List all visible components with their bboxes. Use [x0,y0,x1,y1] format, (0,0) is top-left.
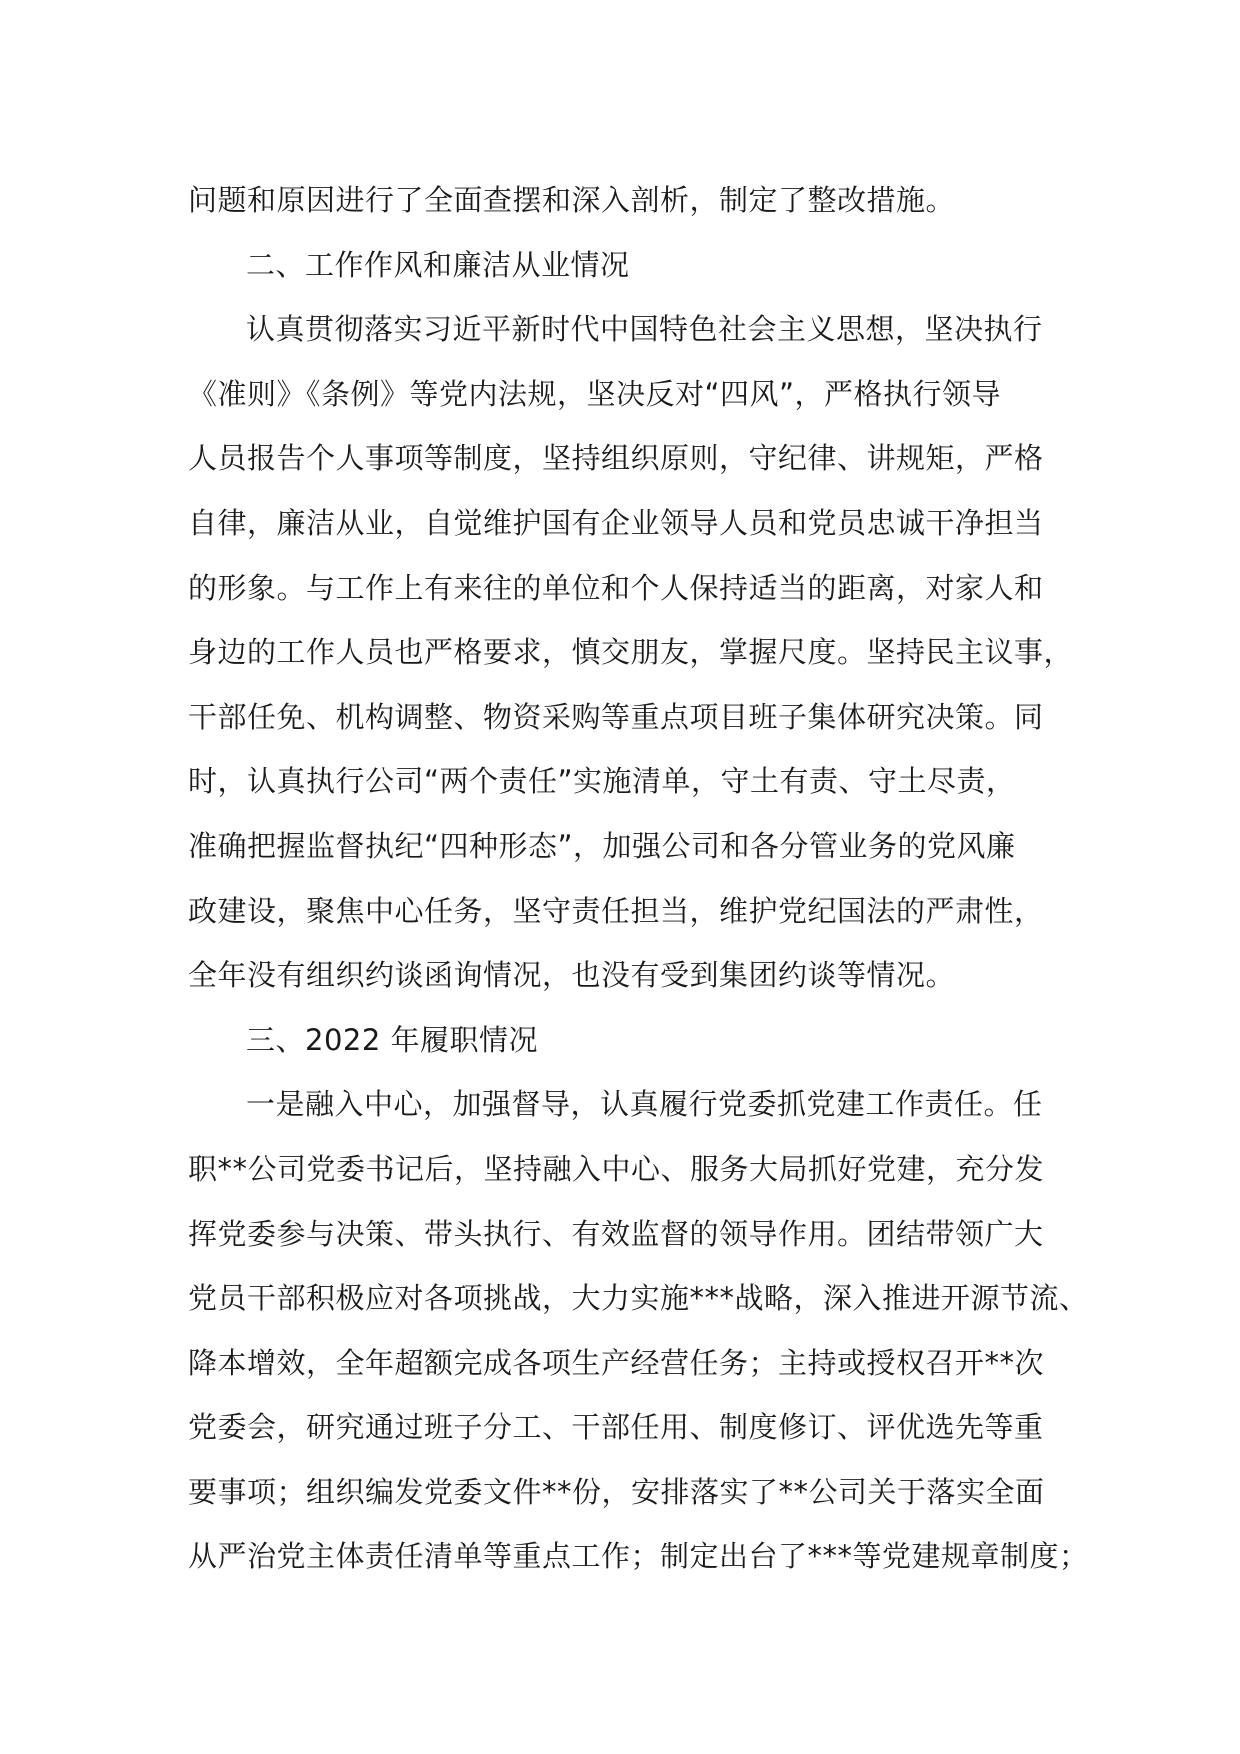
paragraph-line: 干部任免、机构调整、物资采购等重点项目班子集体研究决策。同 [188,699,1044,734]
paragraph-line: 问题和原因进行了全面查摆和深入剖析，制定了整改措施。 [188,183,956,217]
paragraph-line: 挥党委参与决策、带头执行、有效监督的领导作用。团结带领广大 [188,1216,1044,1251]
paragraph-line: 身边的工作人员也严格要求，慎交朋友，掌握尺度。坚持民主议事， [188,635,1074,670]
paragraph-line: 一是融入中心，加强督导，认真履行党委抓党建工作责任。任 [246,1087,1043,1122]
paragraph-line: 党员干部积极应对各项挑战，大力实施***战略，深入推进开源节流、 [188,1281,1089,1316]
paragraph-line: 的形象。与工作上有来往的单位和个人保持适当的距离，对家人和 [188,570,1044,605]
paragraph-line: 从严治党主体责任清单等重点工作；制定出台了***等党建规章制度； [188,1539,1089,1574]
paragraph-line: 职**公司党委书记后，坚持融入中心、服务大局抓好党建，充分发 [188,1151,1045,1186]
paragraph-line: 认真贯彻落实习近平新时代中国特色社会主义思想，坚决执行 [246,312,1043,347]
paragraph-line: 《准则》《条例》等党内法规，坚决反对“四风”，严格执行领导 [188,376,1002,411]
section-heading-2: 二、工作作风和廉洁从业情况 [246,247,630,282]
paragraph-line: 政建设，聚焦中心任务，坚守责任担当，维护党纪国法的严肃性， [188,893,1044,928]
paragraph-line: 降本增效，全年超额完成各项生产经营任务；主持或授权召开**次 [188,1345,1045,1380]
paragraph-line: 准确把握监督执纪“四种形态”，加强公司和各分管业务的党风廉 [188,828,1016,863]
paragraph-line: 党委会，研究通过班子分工、干部任用、制度修订、评优选先等重 [188,1410,1044,1445]
paragraph-line: 时，认真执行公司“两个责任”实施清单，守土有责、守土尽责， [188,764,1016,799]
paragraph-line: 全年没有组织约谈函询情况，也没有受到集团约谈等情况。 [188,958,956,993]
section-heading-3: 三、2022 年履职情况 [246,1022,539,1057]
paragraph-line: 自律，廉洁从业，自觉维护国有企业领导人员和党员忠诚干净担当 [188,505,1044,540]
document-body [188,168,1088,1589]
paragraph-line: 人员报告个人事项等制度，坚持组织原则，守纪律、讲规矩，严格 [188,441,1044,476]
paragraph-line: 要事项；组织编发党委文件**份，安排落实了**公司关于落实全面 [188,1474,1045,1509]
